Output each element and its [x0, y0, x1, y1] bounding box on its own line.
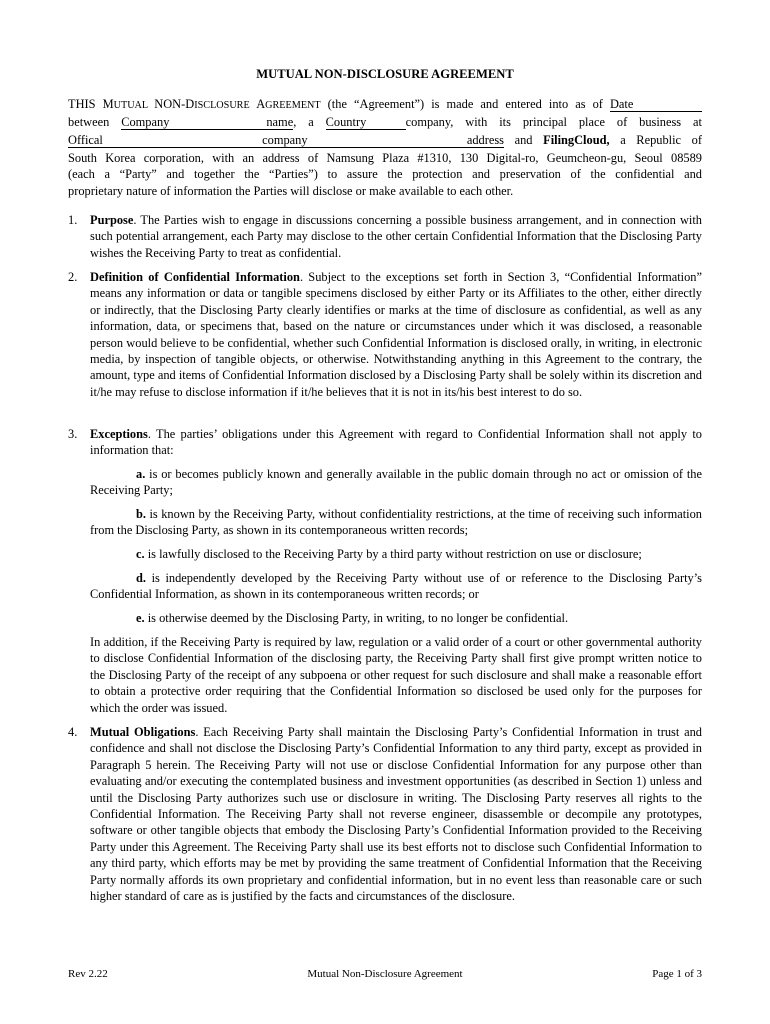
revision-label: Rev 2.22	[68, 968, 108, 980]
item-text: is independently developed by the Receiving Party without use of or reference to the Disclosing Party’s Confidential Information, as shown in its contemporaneous written records; or	[90, 571, 702, 602]
section-number: 3.	[68, 427, 78, 441]
item-text: is otherwise deemed by the Disclosing Party, in writing, to no longer be confidential.	[144, 611, 569, 625]
section-exceptions	[68, 426, 702, 459]
intro-line-1: THIS MUTUAL NON-DISCLOSURE AGREEMENT (the “Agreement”) is made and entered into as of Date	[68, 96, 702, 114]
section-text: . Subject to the exceptions set forth in Section 3, “Confidential Information” means any information or data or tangible specimens disclosed by either Party or its Affiliates to the other, either directly or indirectly, that the Disclosing Party clearly identifies or marks at the time of disclosure as confidential, as well as any information, data, or specimens that, based on the nature or circumstances under which it was disclosed, a reasonable person would believe to be confidential, whether such Confidential Information is disclosed orally, in writing, in electronic media, by inspection of tangible objects, or otherwise. Notwithstanding anything in this Agreement to the contrary, the amount, type and items of Confidential Information disclosed by a Disclosing Party shall be solely within its discretion and it/he may refuse to disclose information if it/he believes that it is not in its/his best interest to do so.	[90, 270, 702, 399]
section-text: . Each Receiving Party shall maintain the Disclosing Party’s Confidential Information in trust and confidence and shall not disclose the Disclosing Party’s Confidential Information to any third party, except as provided in Paragraph 5 herein. The Receiving Party will not use or disclose Confidential Information for any purpose other than evaluating and/or executing the contemplated business and investment opportunities (as described in Section 1) unless and until the Disclosing Party authorizes such use or disclosure in writing. The Disclosing Party reserves all rights to the Confidential Information. The Receiving Party shall not reverse engineer, disassemble or decompile any prototypes, software or other tangible objects that embody the Disclosing Party’s Confidential Information provided to the Receiving Party under this Agreement. The Receiving Party shall use its best efforts not to disclose such Confidential Information to any third party, which efforts may be met by providing the same treatment of Confidential Information that the Receiving Party normally affords its own proprietary and confidential information, but in no event less than reasonable care or such higher standard of care as is justified by the facts and circumstances of the disclosure.	[90, 725, 702, 904]
item-text: is lawfully disclosed to the Receiving Party by a third party without restriction on use or disclosure;	[144, 547, 642, 561]
exceptions-closing: In addition, if the Receiving Party is required by law, regulation or a valid order of a court or other governmental authority to disclose Confidential Information of the disclosing party, the Receiving Party shall first give prompt written notice to the Disclosing Party of the receipt of any subpoena or other request for such disclosure and shall make a reasonable effort to obtain a protective order requiring that the Confidential Information so disclosed be used only for the purposes for which the order was issued.	[90, 635, 702, 715]
section-heading: Mutual Obligations	[90, 725, 196, 739]
item-label: d.	[136, 571, 146, 585]
country-field[interactable]: Country	[326, 116, 406, 130]
section-heading: Exceptions	[90, 427, 148, 441]
exception-item-d	[90, 570, 702, 603]
section-purpose	[68, 212, 702, 261]
section-number: 1.	[68, 213, 78, 227]
section-mutual-obligations	[68, 724, 702, 904]
exception-item-b	[90, 506, 702, 539]
date-field[interactable]: Date	[610, 98, 702, 112]
section-text: . The parties’ obligations under this Agreement with regard to Confidential Information shall not apply to information that:	[90, 427, 702, 458]
company-name-field[interactable]: Company name	[121, 115, 294, 129]
intro-paragraph	[68, 96, 702, 199]
item-label: c.	[136, 547, 145, 561]
exception-item-c	[90, 546, 702, 562]
intro-line-5: (each a “Party” and together the “Parties”) to assure the protection and preservation of the confidential and	[68, 167, 702, 182]
section-number: 4.	[68, 725, 78, 739]
company-address-field[interactable]: Offical company address	[68, 133, 504, 147]
intro-line-3: Offical company address and FilingCloud, a Republic of	[68, 133, 702, 147]
exception-item-a	[90, 466, 702, 499]
item-label: e.	[136, 611, 145, 625]
intro-line-4: South Korea corporation, with an address of Namsung Plaza #1310, 130 Digital-ro, Geumcheon-gu, Seoul 08589	[68, 151, 702, 165]
exception-item-e	[90, 610, 702, 626]
document-title: MUTUAL NON-DISCLOSURE AGREEMENT	[256, 67, 514, 81]
section-text: . The Parties wish to engage in discussions concerning a possible business arrangement, and in connection with such potential arrangement, each Party may disclose to the other certain Confidential Information that the Disclosing Party wishes the Receiving Party to treat as confidential.	[90, 213, 702, 260]
item-text: is known by the Receiving Party, without confidentiality restrictions, at the time of receiving such information from the Disclosing Party, as shown in its contemporaneous written records;	[90, 507, 702, 538]
section-heading: Purpose	[90, 213, 134, 227]
intro-line-6: proprietary nature of information the Parties will disclose or make available to each other.	[68, 183, 514, 198]
item-label: b.	[136, 507, 146, 521]
section-number: 2.	[68, 270, 78, 284]
page-number: Page 1 of 3	[652, 968, 702, 980]
item-label: a.	[136, 467, 146, 481]
section-heading: Definition of Confidential Information	[90, 270, 300, 284]
section-definition	[68, 269, 702, 400]
intro-line-2: between Company name, a Country company, with its principal place of business at	[68, 115, 702, 129]
page-footer	[68, 966, 702, 982]
item-text: is or becomes publicly known and generally available in the public domain through no act or omission of the Receiving Party;	[90, 467, 702, 498]
footer-title: Mutual Non-Disclosure Agreement	[307, 968, 463, 980]
